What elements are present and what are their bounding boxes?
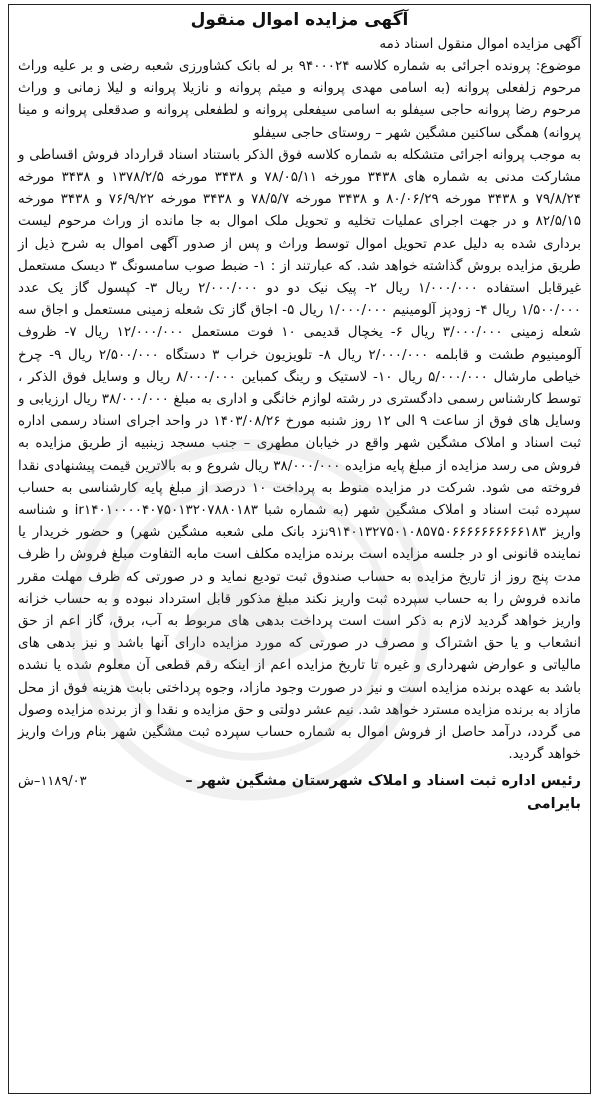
subject-paragraph: موضوع: پرونده اجرائی به شماره کلاسه ۹۴۰۰۰۲۴ بر له بانک کشاورزی شعبه رضی و بر علیه وراث مرحوم زلفعلی پروانه (به اسامی مهدی پروانه و میثم پروانه و نازیلا پروانه و لیلا زمانی و وراث مرحوم رضا پروانه حاجی سیفلو به اسامی سیفعلی پروانه و لطفعلی پروانه و صدقعلی پروانه و مینا پروانه) همگی ساکنین مشگین شهر – روستای حاجی سیفلو [18, 58, 581, 141]
notice-title: آگهی مزایده اموال منقول [190, 10, 409, 30]
notice-footer [18, 770, 581, 815]
signer-title: رئیس اداره ثبت اسناد و املاک شهرستان مشگین شهر – [185, 772, 581, 789]
signer-name: بایرامی [527, 795, 581, 812]
ad-code: ۱۱۸۹/۰۳–ش [18, 773, 87, 789]
signature-row [18, 770, 581, 793]
body-paragraph: به موجب پروانه اجرائی متشکله به شماره کلاسه فوق الذکر باستناد اسناد قرارداد فروش اقساطی و مشارکت مدنی به شماره های ۳۴۳۸ مورخه ۷۸/۰۵/۱۱ و ۳۴۳۸ مورخه ۱۳۷۸/۲/۵ و ۳۴۳۸ مورخه ۷۹/۸/۲۴ و ۳۴۳۸ مورخه ۸۰/۰۶/۲۹ و ۳۴۳۸ مورخه ۷۸/۵/۷ و ۳۴۳۸ مورخه ۷۶/۹/۲۲ و ۳۴۳۸ مورخه ۸۲/۵/۱۵ و در جهت اجرای عملیات تخلیه و تحویل ملک اموال به جا مانده از وراث مرحوم لیست برداری شده به دلیل عدم تحویل اموال توسط وراث و پس از صدور آگهی اموال به شرح ذیل از طریق مزایده بروش گذاشته خواهد شد. که عبارتند از : ۱- ضبط صوب سامسونگ ۳ دیسک مستعمل غیرقابل استفاده ۱/۰۰۰/۰۰۰ ریال ۲- پیک نیک دو دو ۲/۰۰۰/۰۰۰ ریال ۳- کپسول گاز یک عدد ۱/۵۰۰/۰۰۰ ریال ۴- زودپز آلومینیم ۱/۰۰۰/۰۰۰ ریال ۵- اجاق گاز تک شعله زمینی مستعمل و اجاق سه شعله زمینی ۳/۰۰۰/۰۰۰ ریال ۶- یخچال قدیمی ۱۰ فوت مستعمل ۱۲/۰۰۰/۰۰۰ ریال ۷- ظروف آلومینیوم طشت و قابلمه ۲/۰۰۰/۰۰۰ ریال ۸- تلویزیون خراب ۳ دستگاه ۲/۵۰۰/۰۰۰ ریال ۹- چرخ خیاطی مارشال ۵/۰۰۰/۰۰۰ ریال ۱۰- لاستیک و رینگ کمباین ۸/۰۰۰/۰۰۰ ریال و وسایل فوق الذکر ، توسط کارشناس رسمی دادگستری در رشته لوازم خانگی و اداری به مبلغ ۳۸/۰۰۰/۰۰۰ ریال ارزیابی و وسایل های فوق از ساعت ۹ الی ۱۲ روز شنبه مورخ ۱۴۰۳/۰۸/۲۶ در واحد اجرای اسناد رسمی اداره ثبت اسناد و املاک مشگین شهر واقع در خیابان مطهری – جنب مسجد زینبیه از طریق مزایده به فروش می رسد مزایده از مبلغ پایه مزایده ۳۸/۰۰۰/۰۰۰ ریال شروع و به بالاترین قیمت پیشنهادی نقدا فروخته می شود. شرکت در مزایده منوط به پرداخت ۱۰ درصد از مبلغ پایه کارشناسی به حساب سپرده ثبت اسناد و املاک مشگین شهر (به شماره شبا ir۱۴۰۱۰۰۰۰۴۰۷۵۰۱۳۲۰۷۸۸۰۱۸۳ و شناسه واریز ۹۱۴۰۱۳۲۷۵۰۱۰۸۵۷۵۰۶۶۶۶۶۶۶۶۶۶۱۸۳نزد بانک ملی شعبه مشگین شهر) و حضور خریدار یا نماینده قانونی او در جلسه مزایده است برنده مزایده مکلف است مابه التفاوت مبلغ فروش را ظرف مدت پنج روز از تاریخ مزایده به حساب صندوق ثبت توديع نماید و در صورتی که ظرف مهلت مقرر مانده فروش را به حساب سپرده ثبت واریز نکند مبلغ مذکور قابل استرداد نبوده و به حساب خزانه واریز خواهد گردید لازم به ذکر است است پرداخت بدهی های مربوط به آب، برق، گاز اعم از حق انشعاب و یا حق اشتراک و مصرف در صورتی که مورد مزایده دارای آنها باشد و نیز بدهی های مالیاتی و عوارض شهرداری و غیره تا تاریخ مزایده اعم از اینکه رقم قطعی آن معلوم شده یا نشده باشد به عهده برنده مزایده است و نیز در صورت وجود مازاد، وجوه پرداختی بابت هزینه فوق از محل مازاد به برنده مزایده مسترد خواهد شد. نیم عشر دولتی و حق مزایده و نقدا و از برنده مزایده وصول می گردد، درآمد حاصل از فروش اموال به شماره حساب سپرده ثبت مشگین شهر بنام وراث واریز خواهد گردید. [18, 146, 582, 763]
auction-notice [8, 4, 591, 1094]
notice-subtitle: آگهی مزایده اموال منقول اسناد ذمه [379, 36, 581, 52]
